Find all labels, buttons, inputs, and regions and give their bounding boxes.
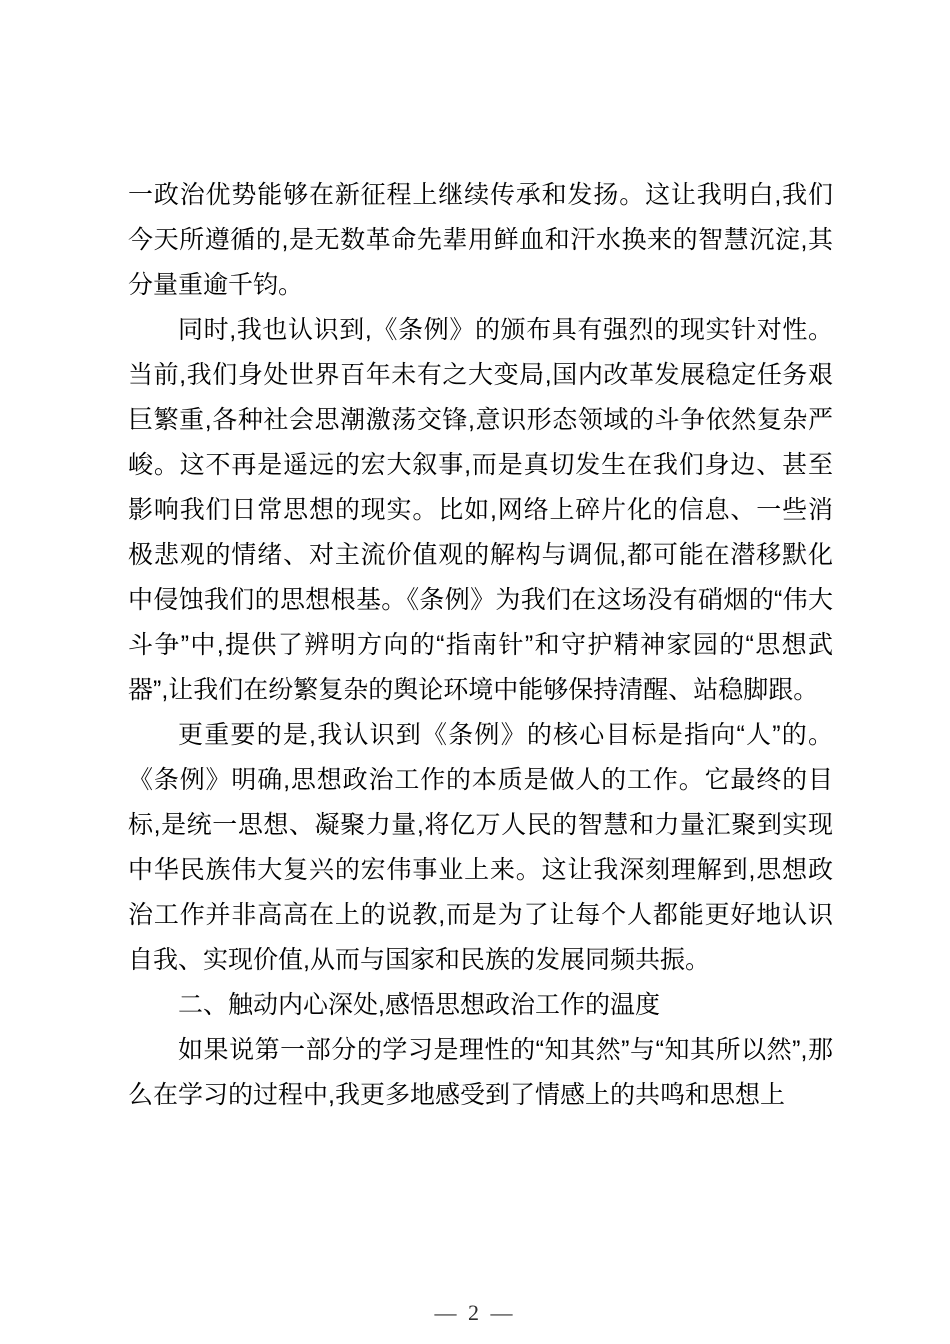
page-number: — 2 — [434,1300,516,1325]
paragraph-continuation: 一政治优势能够在新征程上继续传承和发扬。这让我明白,我们今天所遵循的,是无数革命先辈用鲜血和汗水换来的智慧沉淀,其分量重逾千钧。 [128,181,833,299]
paragraph: 同时,我也认识到,《条例》的颁布具有强烈的现实针对性。当前,我们身处世界百年未有之大变局,国内改革发展稳定任务艰巨繁重,各种社会思潮激荡交锋,意识形态领域的斗争依然复杂严峻。这不再是遥远的宏大叙事,而是真切发生在我们身边、甚至影响我们日常思想的现实。比如,网络上碎片化的信息、一些消极悲观的情绪、对主流价值观的解构与调侃,都可能在潜移默化中侵蚀我们的思想根基。《条例》为我们在这场没有硝烟的“伟大斗争”中,提供了辨明方向的“指南针”和守护精神家园的“思想武器”,让我们在纷繁复杂的舆论环境中能够保持清醒、站稳脚跟。 [128,316,833,704]
paragraph: 更重要的是,我认识到《条例》的核心目标是指向“人”的。《条例》明确,思想政治工作的本质是做人的工作。它最终的目标,是统一思想、凝聚力量,将亿万人民的智慧和力量汇聚到实现中华民族伟大复兴的宏伟事业上来。这让我深刻理解到,思想政治工作并非高高在上的说教,而是为了让每个人都能更好地认识自我、实现价值,从而与国家和民族的发展同频共振。 [128,721,833,974]
page-body [128,173,833,1118]
paragraph: 如果说第一部分的学习是理性的“知其然”与“知其所以然”,那么在学习的过程中,我更多地感受到了情感上的共鸣和思想上 [128,1036,833,1109]
section-heading: 二、触动内心深处,感悟思想政治工作的温度 [178,991,660,1019]
